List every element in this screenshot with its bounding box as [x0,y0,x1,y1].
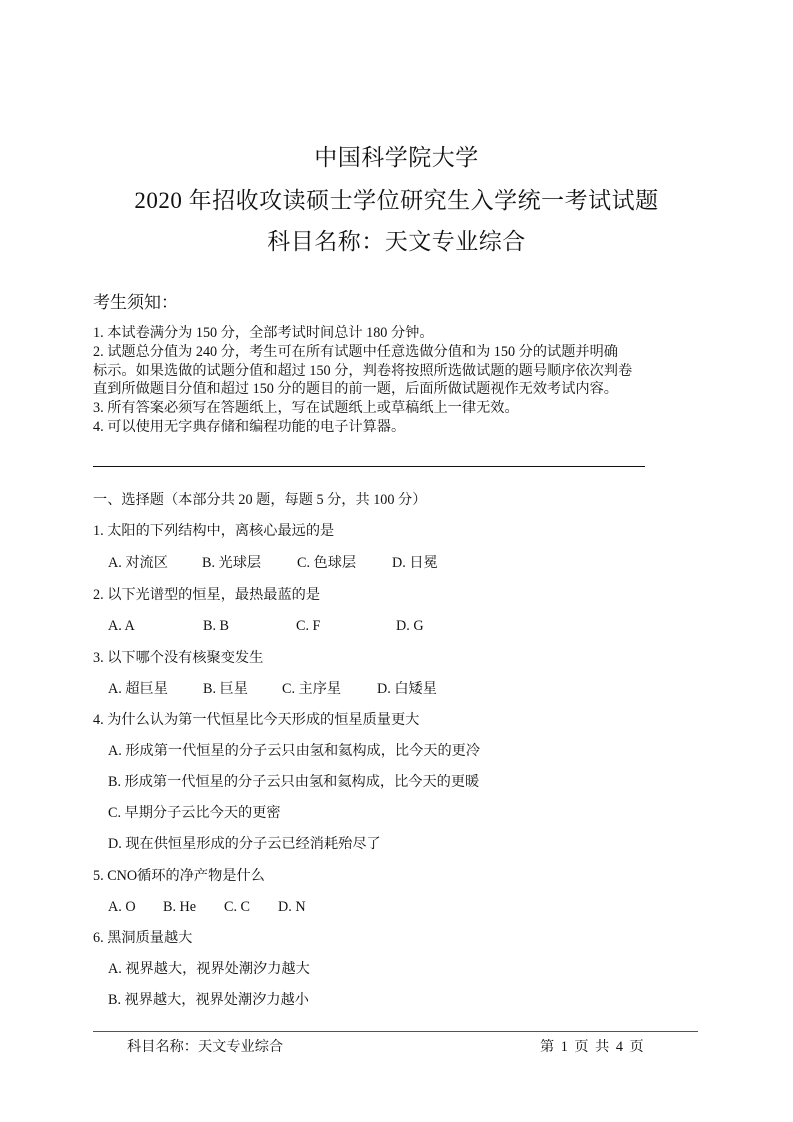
notice-line: 直到所做题目分值和超过 150 分的题目的前一题，后面所做试题视作无效考试内容。 [93,381,618,398]
question-4-option-a: A. 形成第一代恒星的分子云只由氢和氦构成，比今天的更冷 [108,743,481,759]
section-heading: 一、选择题（本部分共 20 题，每题 5 分，共 100 分） [93,492,427,508]
question-2-option-d: D. G [396,618,424,634]
university-title: 中国科学院大学 [314,145,479,170]
question-6-stem: 6. 黑洞质量越大 [93,930,193,946]
question-3-option-c: C. 主序星 [282,681,342,697]
notice-line: 1. 本试卷满分为 150 分，全部考试时间总计 180 分钟。 [93,325,434,341]
question-6-option-a: A. 视界越大，视界处潮汐力越大 [108,961,310,977]
question-4-option-d: D. 现在供恒星形成的分子云已经消耗殆尽了 [108,836,381,852]
footer-separator [93,1031,698,1032]
footer-subject: 科目名称：天文专业综合 [127,1039,284,1055]
question-4-stem: 4. 为什么认为第一代恒星比今天形成的恒星质量更大 [93,712,420,728]
question-1-option-c: C. 色球层 [297,555,357,571]
question-3-option-a: A. 超巨星 [108,681,168,697]
notice-separator [93,466,645,467]
question-5-option-b: B. He [163,899,197,915]
question-3-option-b: B. 巨星 [203,681,248,697]
subject-title: 科目名称：天文专业综合 [267,229,526,254]
question-2-option-a: A. A [108,618,135,634]
exam-title: 2020 年招收攻读硕士学位研究生入学统一考试试题 [134,188,659,213]
notice-heading: 考生须知： [93,293,178,312]
notice-line: 标示。如果选做的试题分值和超过 150 分，判卷将按照所选做试题的题号顺序依次判卷 [93,362,633,379]
question-1-stem: 1. 太阳的下列结构中，离核心最远的是 [93,523,335,539]
question-4-option-c: C. 早期分子云比今天的更密 [108,805,281,821]
notice-line: 2. 试题总分值为 240 分，考生可在所有试题中任意选做分值和为 150 分的试题并明确 [93,343,618,360]
notice-line: 3. 所有答案必须写在答题纸上，写在试题纸上或草稿纸上一律无效。 [93,400,519,417]
question-3-option-d: D. 白矮星 [377,681,437,697]
question-2-option-c: C. F [296,618,321,634]
notice-line: 4. 可以使用无字典存储和编程功能的电子计算器。 [93,418,406,435]
question-6-option-b: B. 视界越大，视界处潮汐力越小 [108,992,309,1008]
question-1-option-d: D. 日冕 [392,555,438,571]
question-5-option-a: A. O [108,899,136,915]
question-4-option-b: B. 形成第一代恒星的分子云只由氢和氦构成，比今天的更暖 [108,774,480,790]
question-1-option-a: A. 对流区 [108,555,168,571]
question-5-option-c: C. C [224,899,251,915]
footer-page-number: 第 1 页 共 4 页 [540,1039,644,1055]
question-5-option-d: D. N [278,899,306,915]
notice-block [93,324,653,437]
question-3-stem: 3. 以下哪个没有核聚变发生 [93,650,264,666]
question-1-option-b: B. 光球层 [202,555,262,571]
question-2-option-b: B. B [203,618,230,634]
question-2-stem: 2. 以下光谱型的恒星，最热最蓝的是 [93,587,321,603]
question-5-stem: 5. CNO循环的净产物是什么 [93,868,265,884]
